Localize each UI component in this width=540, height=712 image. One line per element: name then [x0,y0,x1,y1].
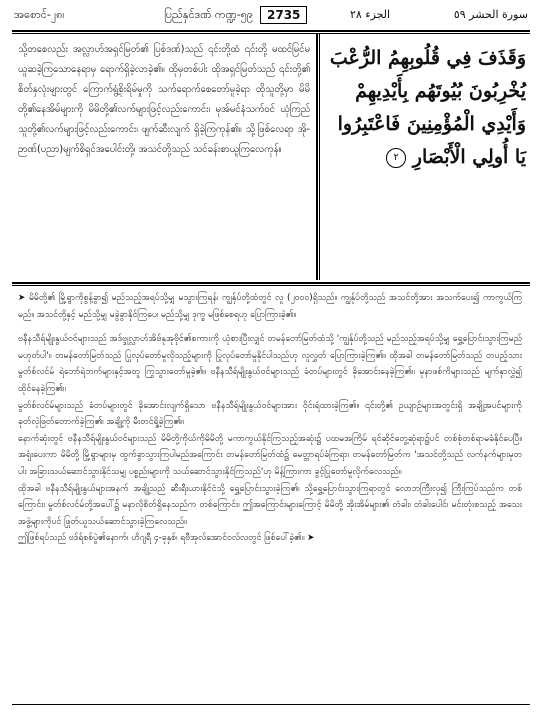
column-divider-thin [319,34,320,280]
column-divider [316,34,318,280]
section-divider [12,282,530,284]
commentary-paragraph: ထိုအခါ ဗနီနသီရ်မျိုးနွယ်များအနက် အချို့သည် ဆီးရီးယားနိုင်ငံသို့ ရွှေ့ပြောင်းသွားခဲ့ကြ၏၊ သို့ရွှေ့ပြောင်းသွားကြရာတွင် လောဘကြီးလှ၍ ကြီးကြပ်သည်က တစ်ကြောင်း၊ မွတ်စ်လင်မ်တို့အပေါ်၌ မနာလိုစိတ်ရှိနေသည်က တစ်ကြောင်း၊ ဤအကြောင်းများကြောင့် မိမိတို့ အိုးအိမ်များ၏ တံခါး၊ တံခါးပေါင်၊ မင်းတုံးစသည့် အသေးအဖွဲ့များကိုပင် ဖြုတ်ယူသယ်ဆောင်သွားခဲ့ကြလေသည်။ [18,483,522,527]
page-number: 2735 [260,6,307,24]
commentary-paragraph: ➤ မိမိတို့၏ မြို့ရွာကိုစွန့်ခွာ၍ မည်သည့်အရပ်သို့မျှ မသွားကြရန်၊ ကျွန်ုပ်တို့ထံတွင် လူ (၂၀၀၀)ရှိသည်။ ကျွန်ုပ်တို့သည် အသင်တို့အား အသက်ပေး၍ ကာကွယ်ကြမည်။ အသင်တို့နှင့် မည်သို့မျှ မခွဲခွာနိုင်ကြပေ၊ မည်သို့မျှ ဒုက္ခ မဖြစ်စေရဟု ပြောကြားခဲ့၏။ [18,293,522,320]
ayah-number-marker: ٢ [386,148,406,168]
commentary-paragraph: ဗနီနသီရ်မျိုးနွယ်ဝင်များသည် အဒ်ဗ္ဒုလ္လာဟ်အိဗ်နုအုဗိုင်၏စကားကို ယုံစားပြီးလျှင် တမန်တော်မြတ်ထံသို့ 'ကျွန်ုပ်တို့သည် မည်သည့်အရပ်သို့မျှ ရွှေ့ပြောင်းသွားကြမည်မဟုတ်ပါ'။ တမန်တော်မြတ်သည် ပြုလုပ်တော်မူလိုသည့်များကို ပြုလုပ်တော်မူနိုင်ပါသည်ဟု လူလွှတ် ပြောကြားခဲ့ကြ၏။ ထိုအခါ တမန်တော်မြတ်သည် တပည့်သား မွတ်စ်လင်မ် ရဲဘော်ရဲဘက်များနှင့်အတူ ကြွသွားတော်မူခဲ့၏။ ဗနီနသီရ်မျိုးနွယ်ဝင်များသည် ခံတပ်များတွင် ခိုအောင်းနေခဲ့ကြ၏။ မုနာဖစ်ကိများသည် မျက်နှာလွှဲ၍ ထိုင်နေခဲ့ကြ၏။ [18,334,522,394]
arabic-verse [326,42,526,174]
header-divider-thin [12,33,530,34]
commentary [18,290,522,547]
header-juz-label: الجزء ٢٨ [350,8,391,21]
page-header [14,6,528,28]
header-surah-label: سورة الحشر ٥٩ [453,8,528,21]
arabic-verse-text: وَقَذَفَ فِي قُلُوبِهِمُ الرُّعْبَ يُخْرِبُونَ بُيُوتَهُم بِأَيْدِيهِمْ وَأَيْدِي الْمُؤْمِنِينَ فَاعْتَبِرُوا يَا أُولِي الْأَبْصَارِ [329,47,526,168]
header-divider [12,30,530,32]
commentary-paragraph: မွတ်စ်လင်မ်များသည် ခံတပ်များတွင် ခိုအောင်းလျက်ရှိသော ဗနီနသီရ်မျိုးနွယ်ဝင်များအား ဝိုင်းရံထားခဲ့ကြ၏။ ၎င်းတို့၏ ဥယျာဉ်များအတွင်းရှိ အချို့အပင်များကို ခုတ်လှဲဖြတ်တောက်ခဲ့ကြ၏၊ အချို့ကို မီးတင်ရှို့ခဲ့ကြ၏။ [18,400,522,428]
verse-translation [18,40,310,160]
commentary-paragraph: နောက်ဆုံးတွင် ဗနီနသီရ်မျိုးနွယ်ဝင်များသည် မိမိတို့ကိုယ်ကိုမိမိတို့ မကာကွယ်နိုင်ကြသည့်အဆုံး၌ ပထမအကြိမ် ရင်ဆိုင်တွေ့ဆုံရာ၌ပင် တစ်စုံတစ်ရာမခံနိုင်ပေပြီ။ အရှုံးပေးကာ မိမိတို့ မြို့ရွာများမှ ထွက်ခွာသွားကြပါမည်အကြောင်း တမန်တော်မြတ်ထံ၌ မေတ္တာရပ်ခံကြရာ၊ တမန်တော်မြတ်က 'အသင်တို့သည် လက်နက်များမှတပါး အခြားသယ်ဆောင်သွားနိုင်သမျှ ပစ္စည်းများကို သယ်ဆောင်သွားနိုင်ကြသည်'ဟု မိန့်ကြားကာ ခွင့်ပြုတော်မူလိုက်လေသည်။ [18,433,522,477]
header-left-label: အစောင်-၂၈၊ [14,8,65,21]
header-volume-label: ပြည်နှင်ဒဏ် ကဏ္ဍ-၅၉ [164,8,254,21]
translation-text: သို့တစေလည်း အလ္လာဟ်အရှင်မြတ်၏ ပြစ်ဒဏ်)သည် ၎င်းတို့ထံ ၎င်းတို့ မထင်မြင်မယူဆခဲ့ကြသောနေရာမှ ရောက်ရှိခဲ့လာခဲ့၏။ ထိုမှတစ်ပါး ထိုအရှင်မြတ်သည် ၎င်းတို့၏ စိတ်နှလုံးများတွင် ကြောက်ရွံ့စိုးရိမ်မှုကို သက်ရောက်စေတော်မူခဲ့ရာ ထိုသူတို့မှာ မိမိတို့၏နေအိမ်များကို မိမိတို့၏လက်များဖြင့်လည်းကောင်း၊ မုအ်မင်နံသက်ဝင် ယုံကြည်သူတို့၏လက်များဖြင့်လည်းကောင်း၊ ဖျက်ဆီးလျက် ရှိခဲ့ကြကုန်၏။ သို့ဖြစ်လေရာ အို-ဉာဏ်(ပညာ)မျက်စိရှင်အပေါင်းတို့၊ အသင်တို့သည် သင်ခန်းစာယူကြလေကုန်။ [18,44,310,155]
footer-divider [12,704,530,705]
commentary-paragraph: ဤဖြစ်ရပ်သည် ဗဒ်ရ်စစ်ပွဲ၏နောက်၊ ဟိဂျရီ ၄-ခုနှစ်၊ ရဗီအုလ်အောင်ဝလ်လတွင် ဖြစ်ပေါ်ခဲ့၏။ ➤ [18,533,315,544]
section-divider-thin [12,285,530,286]
